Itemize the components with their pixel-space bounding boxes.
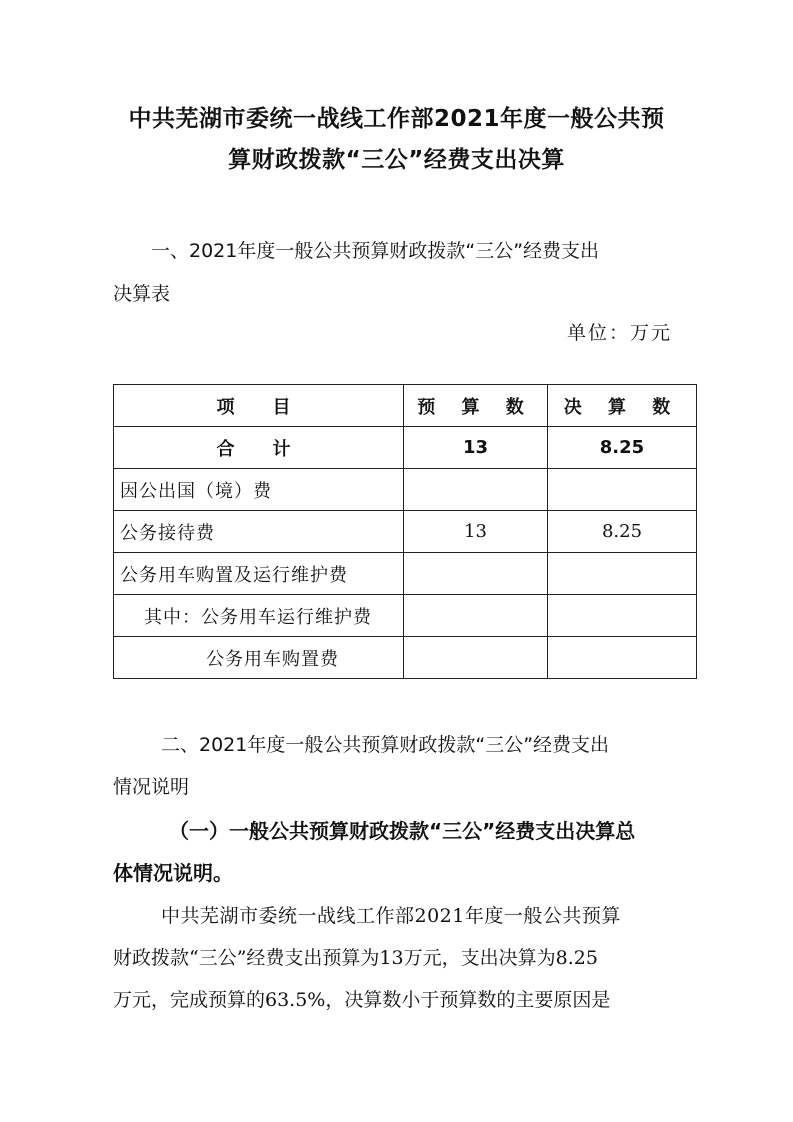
row-label: 公务接待费 xyxy=(114,511,404,553)
table-header-row xyxy=(114,385,697,427)
table-row xyxy=(114,511,697,553)
section1-heading-line2: 决算表 xyxy=(113,283,171,305)
unit-label: 单位：万元 xyxy=(566,322,672,344)
table-row xyxy=(114,595,697,637)
table-row xyxy=(114,637,697,679)
row-label: 公务用车购置及运行维护费 xyxy=(114,553,404,595)
table-total-row xyxy=(114,427,697,469)
row-budget xyxy=(404,637,548,679)
header-item: 项 目 xyxy=(114,385,404,427)
table-row xyxy=(114,469,697,511)
body-line1: 中共芜湖市委统一战线工作部2021年度一般公共预算 xyxy=(161,905,621,927)
total-budget: 13 xyxy=(404,427,548,469)
header-budget: 预 算 数 xyxy=(404,385,548,427)
row-actual: 8.25 xyxy=(548,511,697,553)
row-actual xyxy=(548,595,697,637)
total-label: 合 计 xyxy=(114,427,404,469)
section2-heading-line1: 二、2021年度一般公共预算财政拨款“三公”经费支出 xyxy=(161,734,610,756)
row-label: 因公出国（境）费 xyxy=(114,469,404,511)
document-title-line2: 算财政拨款“三公”经费支出决算 xyxy=(228,147,565,173)
row-budget xyxy=(404,595,548,637)
row-budget: 13 xyxy=(404,511,548,553)
section1-heading-line1: 一、2021年度一般公共预算财政拨款“三公”经费支出 xyxy=(151,240,600,262)
body-line3: 万元，完成预算的63.5%，决算数小于预算数的主要原因是 xyxy=(113,989,611,1011)
row-actual xyxy=(548,637,697,679)
total-actual: 8.25 xyxy=(548,427,697,469)
row-label: 公务用车购置费 xyxy=(114,637,404,679)
table-row xyxy=(114,553,697,595)
section2-heading-line2: 情况说明 xyxy=(113,776,190,798)
document-title-line1: 中共芜湖市委统一战线工作部2021年度一般公共预 xyxy=(128,106,665,132)
row-actual xyxy=(548,469,697,511)
subsection1-heading-line2: 体情况说明。 xyxy=(113,861,233,885)
row-budget xyxy=(404,469,548,511)
subsection1-heading-line1: （一）一般公共预算财政拨款“三公”经费支出决算总 xyxy=(169,819,636,843)
row-budget xyxy=(404,553,548,595)
row-label: 其中：公务用车运行维护费 xyxy=(114,595,404,637)
body-line2: 财政拨款“三公”经费支出预算为13万元，支出决算为8.25 xyxy=(113,947,598,969)
row-actual xyxy=(548,553,697,595)
budget-table xyxy=(113,384,697,679)
header-actual: 决 算 数 xyxy=(548,385,697,427)
